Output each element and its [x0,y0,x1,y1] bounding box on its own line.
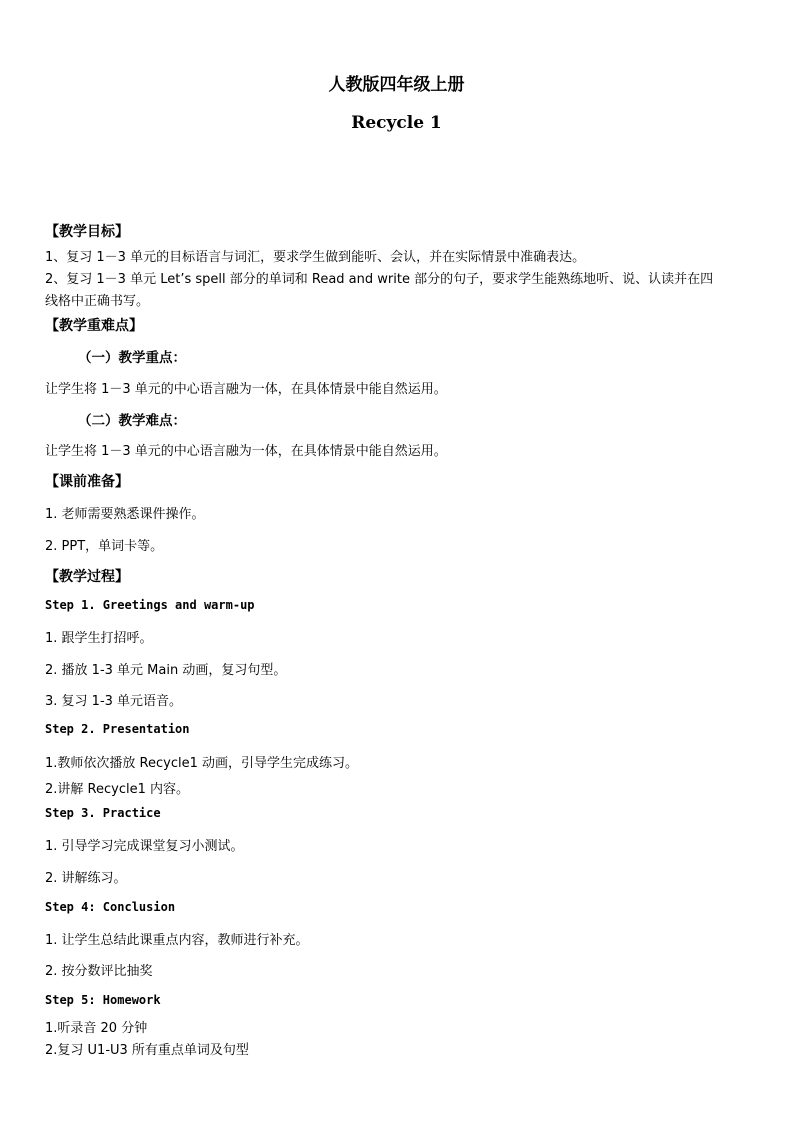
key-point-subheading: （一）教学重点： [78,350,186,366]
step-1-item-2: 2. 播放 1-3 单元 Main 动画，复习句型。 [45,663,287,678]
goal-item-1: 1、复习 1－3 单元的目标语言与词汇，要求学生做到能听、会认，并在实际情景中准确表达。 [45,250,586,265]
goal-item-2-line-2: 线格中正确书写。 [45,294,150,309]
step-2-title: Step 2. Presentation [45,722,190,736]
goal-item-2-line-1: 2、复习 1－3 单元 Let’s spell 部分的单词和 Read and write 部分的句子，要求学生能熟练地听、说、认读并在四 [45,272,714,287]
difficult-point-text: 让学生将 1－3 单元的中心语言融为一体，在具体情景中能自然运用。 [45,444,447,459]
goals-heading: 【教学目标】 [45,224,129,240]
step-3-item-2: 2. 讲解练习。 [45,871,127,886]
step-5-item-1: 1.听录音 20 分钟 [45,1021,148,1036]
preparation-item-1: 1. 老师需要熟悉课件操作。 [45,507,205,522]
difficult-point-subheading: （二）教学难点： [78,413,186,429]
step-5-item-2: 2.复习 U1-U3 所有重点单词及句型 [45,1043,249,1058]
step-4-item-2: 2. 按分数评比抽奖 [45,964,153,979]
step-4-item-1: 1. 让学生总结此课重点内容，教师进行补充。 [45,933,309,948]
step-5-title: Step 5: Homework [45,993,161,1007]
step-3-title: Step 3. Practice [45,806,161,820]
step-1-item-1: 1. 跟学生打招呼。 [45,631,153,646]
step-4-title: Step 4: Conclusion [45,900,176,914]
step-2-item-2: 2.讲解 Recycle1 内容。 [45,782,189,797]
key-point-text: 让学生将 1－3 单元的中心语言融为一体，在具体情景中能自然运用。 [45,382,447,397]
preparation-heading: 【课前准备】 [45,474,129,490]
step-3-item-1: 1. 引导学习完成课堂复习小测试。 [45,839,244,854]
document-subtitle: Recycle 1 [351,113,442,133]
key-points-heading: 【教学重难点】 [45,318,143,334]
step-2-item-1: 1.教师依次播放 Recycle1 动画，引导学生完成练习。 [45,756,358,771]
step-1-title: Step 1. Greetings and warm-up [45,598,255,612]
process-heading: 【教学过程】 [45,569,129,585]
step-1-item-3: 3. 复习 1-3 单元语音。 [45,694,183,709]
preparation-item-2: 2. PPT，单词卡等。 [45,539,164,554]
document-title: 人教版四年级上册 [328,75,465,95]
